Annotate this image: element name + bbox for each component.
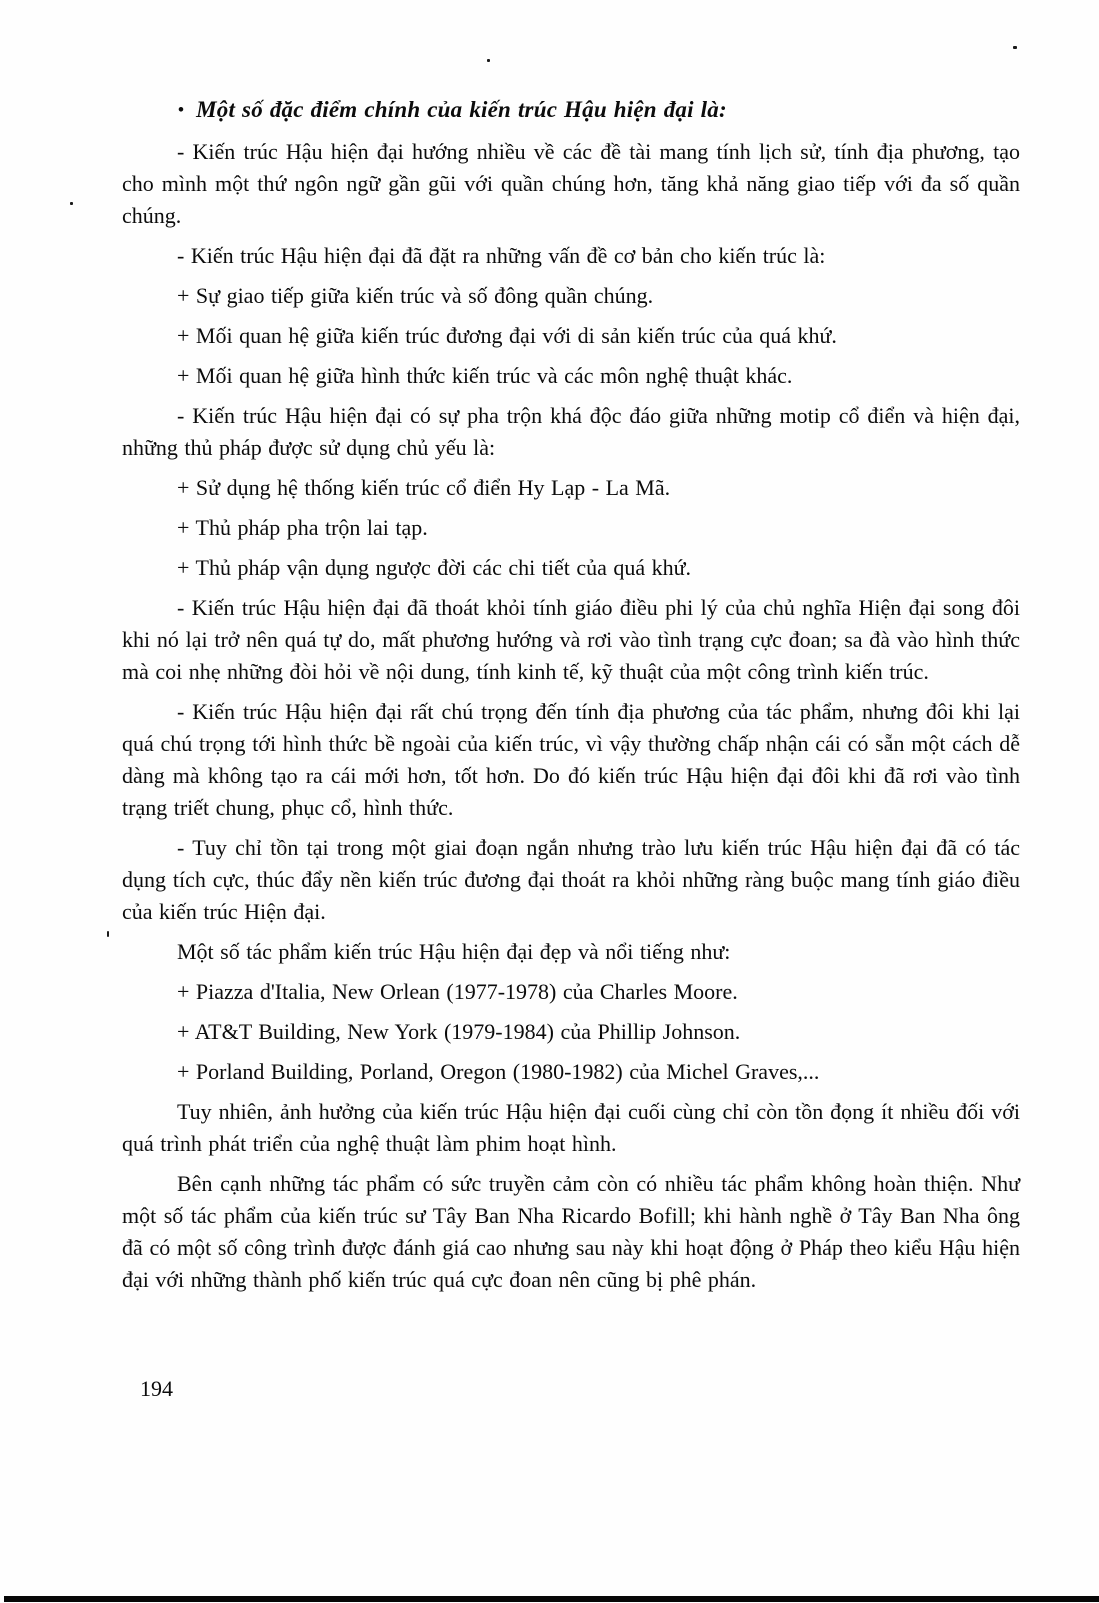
document-body	[122, 94, 1020, 1304]
paragraph: - Kiến trúc Hậu hiện đại đã đặt ra những vấn đề cơ bản cho kiến trúc là:	[177, 243, 826, 268]
scan-edge-bar	[4, 1596, 1099, 1602]
scan-speck-icon	[1013, 46, 1017, 49]
list-item: + AT&T Building, New York (1979-1984) của Phillip Johnson.	[177, 1019, 741, 1044]
list-item: + Piazza d'Italia, New Orlean (1977-1978) của Charles Moore.	[177, 979, 738, 1004]
list-item: + Porland Building, Porland, Oregon (1980-1982) của Michel Graves,...	[177, 1059, 820, 1084]
section-heading-text: Một số đặc điểm chính của kiến trúc Hậu hiện đại là:	[196, 97, 727, 122]
paragraph: - Tuy chỉ tồn tại trong một giai đoạn ngắn nhưng trào lưu kiến trúc Hậu hiện đại đã có tác dụng tích cực, thúc đẩy nền kiến trúc đương đại thoát ra khỏi những ràng buộc mang tính giáo điều của kiến trúc Hiện đại.	[122, 835, 1020, 924]
scan-speck-icon	[487, 59, 490, 62]
paragraph-list	[122, 136, 1020, 1296]
paragraph: Bên cạnh những tác phẩm có sức truyền cảm còn có nhiều tác phẩm không hoàn thiện. Như một số tác phẩm của kiến trúc sư Tây Ban Nha Ricardo Bofill; khi hành nghề ở Tây Ban Nha ông đã có một số công trình được đánh giá cao nhưng sau này khi hoạt động ở Pháp theo kiểu Hậu hiện đại với những thành phố kiến trúc quá cực đoan nên cũng bị phê phán.	[122, 1171, 1020, 1292]
list-item: + Sự giao tiếp giữa kiến trúc và số đông quần chúng.	[177, 283, 654, 308]
list-item: + Mối quan hệ giữa hình thức kiến trúc và các môn nghệ thuật khác.	[177, 363, 793, 388]
paragraph: - Kiến trúc Hậu hiện đại có sự pha trộn khá độc đáo giữa những motip cổ điển và hiện đại, những thủ pháp được sử dụng chủ yếu là:	[122, 403, 1020, 460]
section-heading	[122, 94, 1020, 126]
paragraph: - Kiến trúc Hậu hiện đại đã thoát khỏi tính giáo điều phi lý của chủ nghĩa Hiện đại song đôi khi nó lại trở nên quá tự do, mất phương hướng và rơi vào tình trạng cực đoan; sa đà vào hình thức mà coi nhẹ những đòi hỏi về nội dung, tính kinh tế, kỹ thuật của một công trình kiến trúc.	[122, 595, 1020, 684]
list-item: + Sử dụng hệ thống kiến trúc cổ điển Hy Lạp - La Mã.	[177, 475, 671, 500]
list-item: + Thủ pháp vận dụng ngược đời các chi tiết của quá khứ.	[177, 555, 692, 580]
bullet-icon: •	[178, 100, 185, 119]
list-item: + Mối quan hệ giữa kiến trúc đương đại với di sản kiến trúc của quá khứ.	[177, 323, 837, 348]
paragraph: - Kiến trúc Hậu hiện đại hướng nhiều về các đề tài mang tính lịch sử, tính địa phương, tạo cho mình một thứ ngôn ngữ gần gũi với quần chúng hơn, tăng khả năng giao tiếp với đa số quần chúng.	[122, 139, 1020, 228]
paragraph: Tuy nhiên, ảnh hưởng của kiến trúc Hậu hiện đại cuối cùng chỉ còn tồn đọng ít nhiều đối với quá trình phát triển của nghệ thuật làm phim hoạt hình.	[122, 1099, 1020, 1156]
paragraph: Một số tác phẩm kiến trúc Hậu hiện đại đẹp và nổi tiếng như:	[177, 939, 731, 964]
page-number: 194	[140, 1376, 173, 1401]
list-item: + Thủ pháp pha trộn lai tạp.	[177, 515, 428, 540]
paragraph: - Kiến trúc Hậu hiện đại rất chú trọng đến tính địa phương của tác phẩm, nhưng đôi khi lại quá chú trọng tới hình thức bề ngoài của kiến trúc, vì vậy thường chấp nhận cái có sẵn một cách dễ dàng mà không tạo ra cái mới hơn, tốt hơn. Do đó kiến trúc Hậu hiện đại đôi khi đã rơi vào tình trạng triết chung, phục cổ, hình thức.	[122, 699, 1020, 820]
scan-speck-icon	[70, 202, 73, 205]
scan-speck-icon	[107, 931, 109, 937]
